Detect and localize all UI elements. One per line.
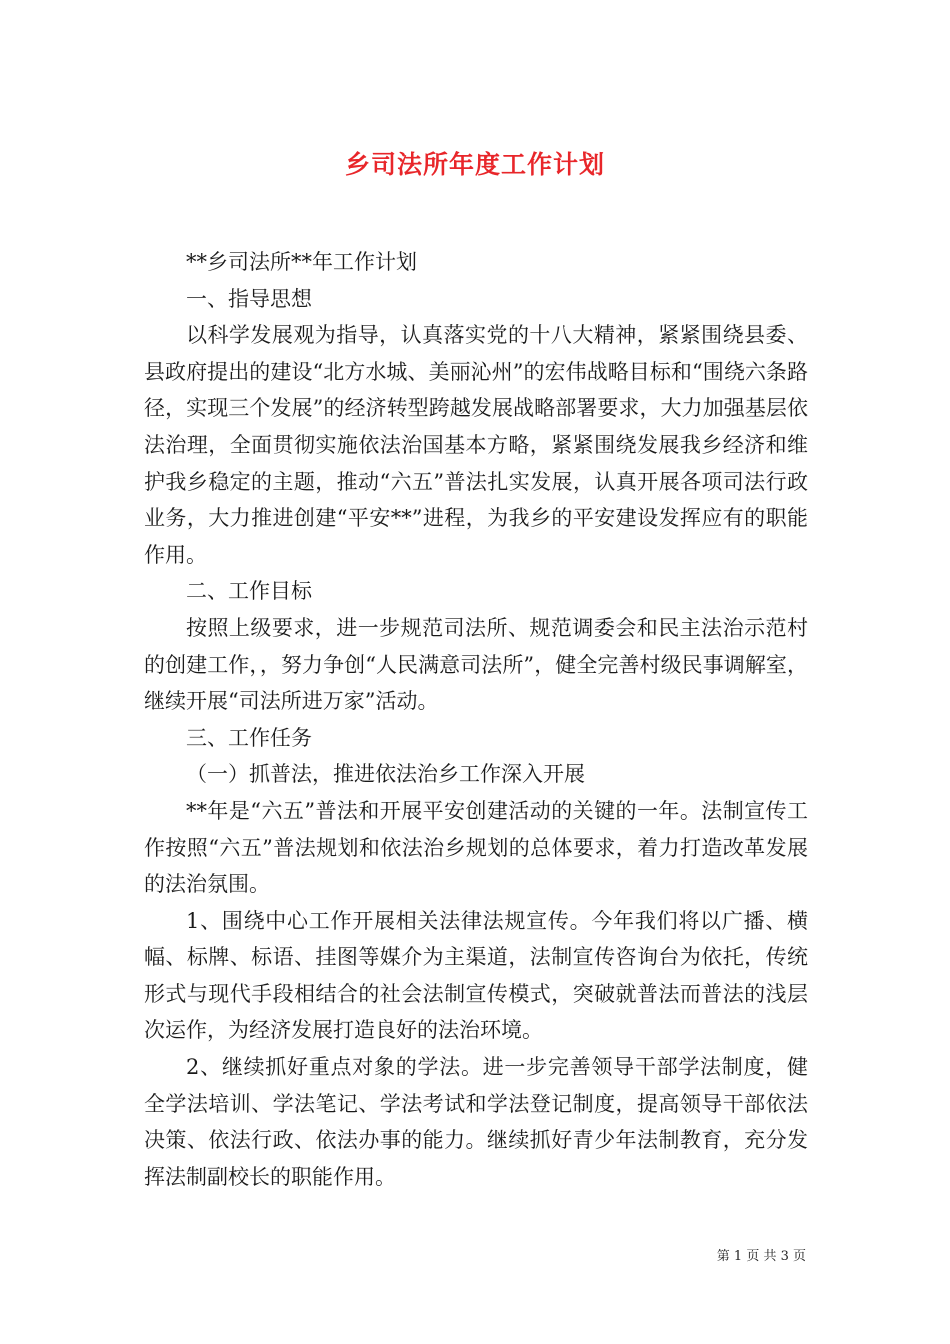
section-heading-work-goals: 二、工作目标 bbox=[186, 579, 312, 604]
plan-heading: **乡司法所**年工作计划 bbox=[186, 250, 417, 274]
section-heading-guiding-ideology: 一、指导思想 bbox=[186, 286, 312, 311]
page-number: 第 1 页 共 3 页 bbox=[716, 1249, 806, 1264]
document-title: 乡司法所年度工作计划 bbox=[344, 149, 605, 179]
paragraph-legal-education-overview: **年是“六五”普法和开展平安创建活动的关键的一年。法制宣传工作按照“六五”普法规划和依法治乡规划的总体要求，着力打造改革发展的法治氛围。 bbox=[144, 798, 808, 897]
paragraph-task-item-2: 2、继续抓好重点对象的学法。进一步完善领导干部学法制度，健全学法培训、学法笔记、学法考试和学法登记制度，提高领导干部依法决策、依法行政、依法办事的能力。继续抓好青少年法制教育，充分发挥法制副校长的职能作用。 bbox=[144, 1055, 808, 1189]
section-heading-work-tasks: 三、工作任务 bbox=[186, 725, 312, 750]
paragraph-guiding-ideology: 以科学发展观为指导，认真落实党的十八大精神，紧紧围绕县委、县政府提出的建设“北方水城、美丽沁州”的宏伟战略目标和“围绕六条路径，实现三个发展”的经济转型跨越发展战略部署要求，大力加强基层依法治理，全面贯彻实施依法治国基本方略，紧紧围绕发展我乡经济和维护我乡稳定的主题，推动“六五”普法扎实发展，认真开展各项司法行政业务，大力推进创建“平安**”进程，为我乡的平安建设发挥应有的职能作用。 bbox=[144, 323, 808, 567]
document-body bbox=[144, 244, 808, 1195]
paragraph-task-item-1: 1、围绕中心工作开展相关法律法规宣传。今年我们将以广播、横幅、标牌、标语、挂图等媒介为主渠道，法制宣传咨询台为依托，传统形式与现代手段相结合的社会法制宣传模式，突破就普法而普法的浅层次运作，为经济发展打造良好的法治环境。 bbox=[144, 908, 808, 1043]
paragraph-work-goals: 按照上级要求，进一步规范司法所、规范调委会和民主法治示范村的创建工作，，努力争创“人民满意司法所”，健全完善村级民事调解室，继续开展“司法所进万家”活动。 bbox=[144, 615, 808, 714]
subsection-heading-legal-education: （一）抓普法，推进依法治乡工作深入开展 bbox=[186, 762, 585, 787]
